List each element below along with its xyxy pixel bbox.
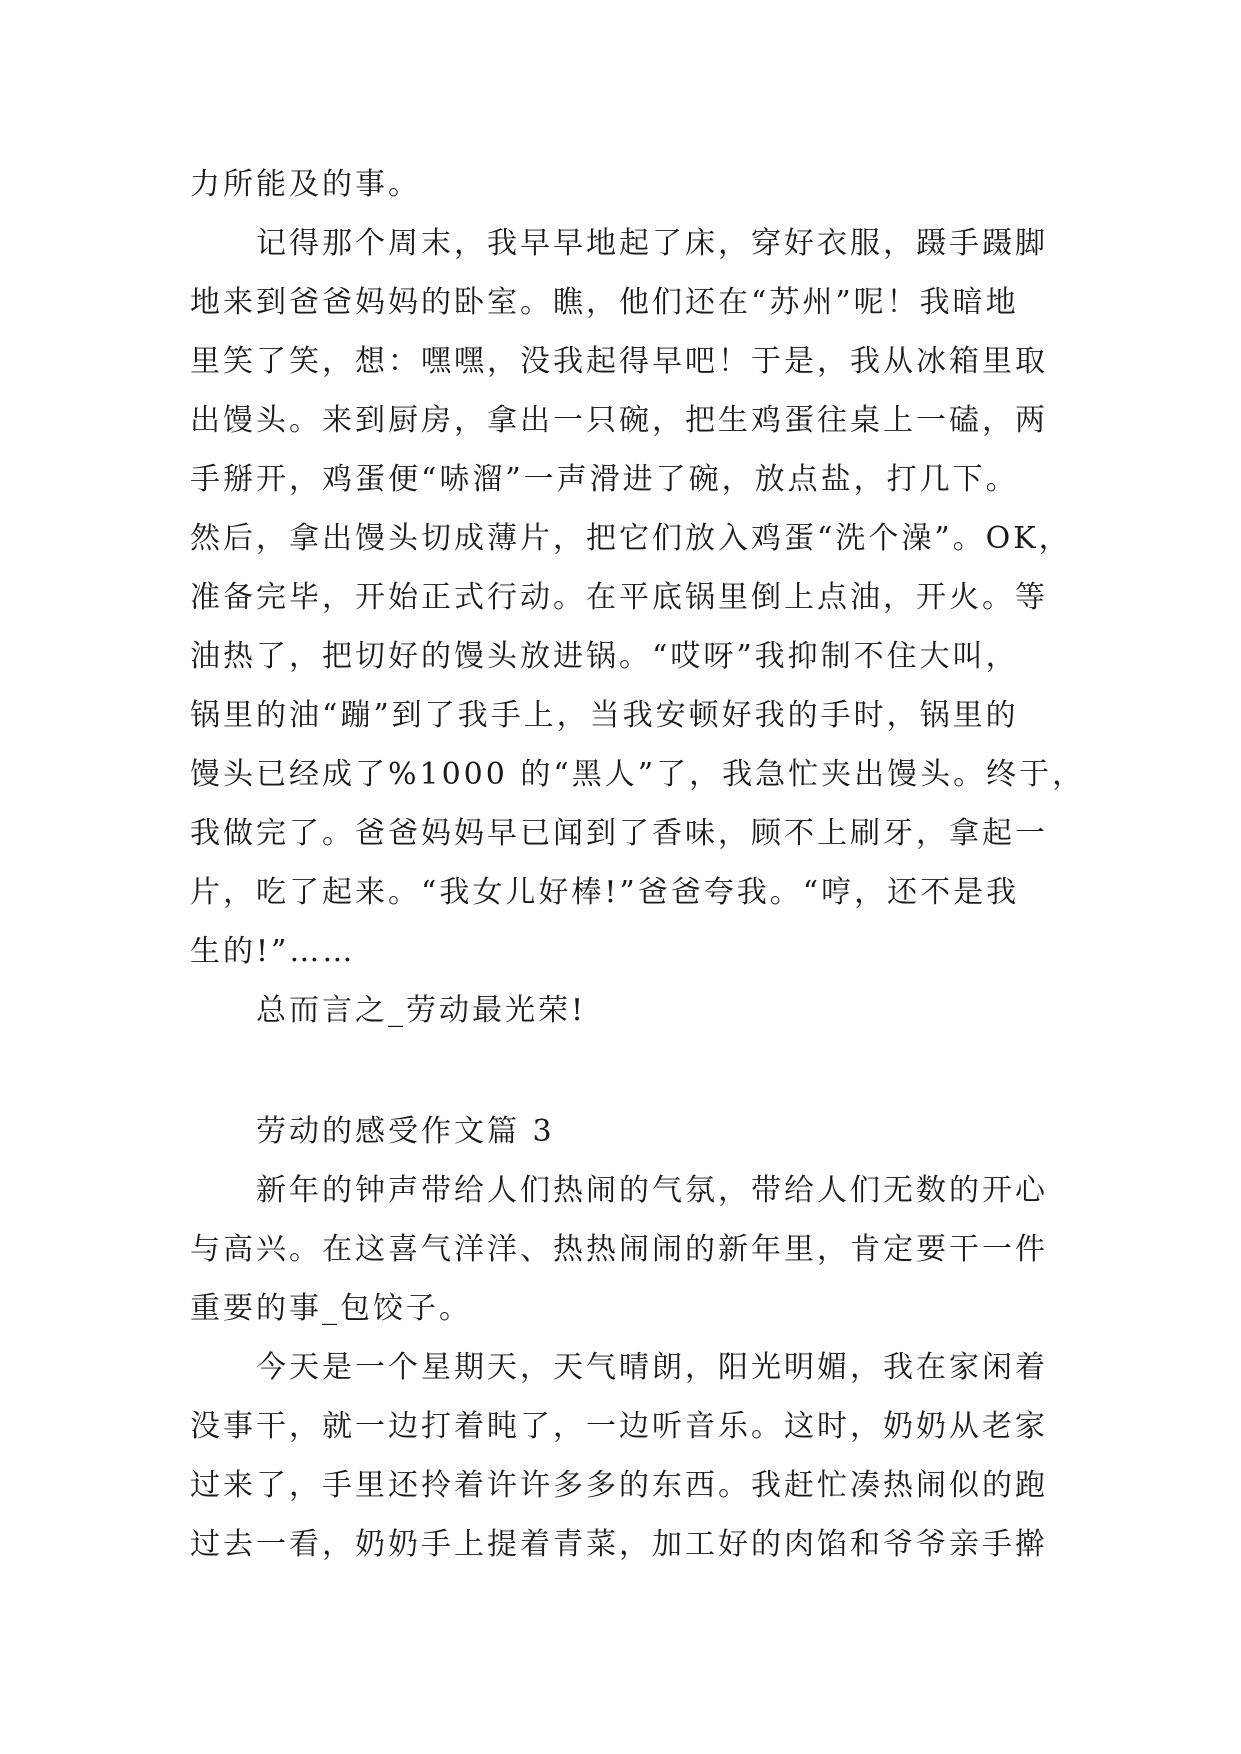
text-line: 没事干，就一边打着盹了，一边听音乐。这时，奶奶从老家	[190, 1409, 1048, 1444]
paragraph-weekend-story	[190, 214, 1086, 981]
text-line: 手掰开，鸡蛋便“哧溜”一声滑进了碗，放点盐，打几下。	[190, 462, 1019, 497]
text-line: 出馒头。来到厨房，拿出一只碗，把生鸡蛋往桌上一磕，两	[190, 403, 1048, 438]
text-line: 力所能及的事。	[190, 167, 421, 202]
text-line: 重要的事_包饺子。	[190, 1291, 472, 1326]
paragraph-new-year	[190, 1161, 1060, 1338]
text-line: 新年的钟声带给人们热闹的气氛，带给人们无数的开心	[256, 1173, 1048, 1208]
text-line: 里笑了笑，想：嘿嘿，没我起得早吧！于是，我从冰箱里取	[190, 344, 1048, 379]
text-line: 锅里的油“蹦”到了我手上，当我安顿好我的手时，锅里的	[190, 698, 1019, 733]
text-line: 地来到爸爸妈妈的卧室。瞧，他们还在“苏州”呢！我暗地	[190, 285, 1019, 320]
text-line: 与高兴。在这喜气洋洋、热热闹闹的新年里，肯定要干一件	[190, 1232, 1048, 1267]
section-heading-wrap	[190, 1102, 1060, 1161]
text-line: 今天是一个星期天，天气晴朗，阳光明媚，我在家闲着	[256, 1350, 1048, 1385]
text-line: 油热了，把切好的馒头放进锅。“哎呀”我抑制不住大叫，	[190, 639, 1019, 674]
text-line: 过来了，手里还拎着许许多多的东西。我赶忙凑热闹似的跑	[190, 1468, 1048, 1503]
text-line: 记得那个周末，我早早地起了床，穿好衣服，蹑手蹑脚	[256, 226, 1048, 261]
text-line: 我做完了。爸爸妈妈早已闻到了香味，顾不上刷牙，拿起一	[190, 816, 1048, 851]
document-page	[190, 155, 1086, 1574]
section-heading: 劳动的感受作文篇 3	[256, 1114, 555, 1149]
text-line: 生的!”……	[190, 934, 356, 969]
text-line: 片，吃了起来。“我女儿好棒!”爸爸夸我。“哼，还不是我	[190, 875, 1020, 910]
paragraph-conclusion	[190, 981, 1060, 1040]
text-line: 准备完毕，开始正式行动。在平底锅里倒上点油，开火。等	[190, 580, 1048, 615]
text-line: 馒头已经成了%1000 的“黑人”了，我急忙夹出馒头。终于，	[190, 757, 1086, 792]
paragraph-continuation	[190, 155, 1060, 214]
text-line: 过去一看，奶奶手上提着青菜，加工好的肉馅和爷爷亲手擀	[190, 1527, 1048, 1562]
text-line: 然后，拿出馒头切成薄片，把它们放入鸡蛋“洗个澡”。OK，	[190, 521, 1072, 556]
text-line: 总而言之_劳动最光荣!	[256, 993, 587, 1028]
section-spacer	[190, 1040, 1060, 1102]
paragraph-sunday	[190, 1338, 1060, 1574]
